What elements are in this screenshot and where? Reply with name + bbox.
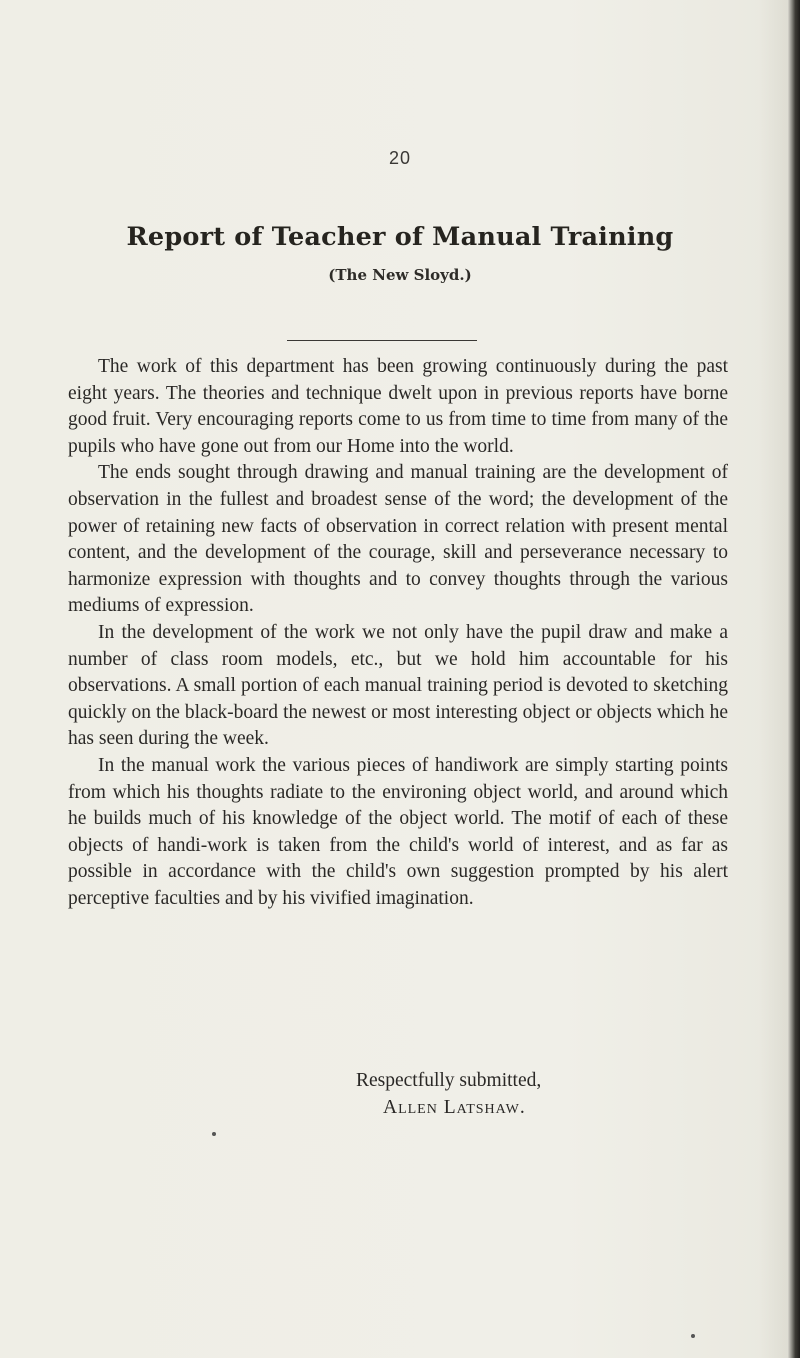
paragraph: The work of this department has been growing continuously during the past eight years. The theories and technique dwelt upon in previous reports have borne good fruit. Very encouraging reports come to us from time to time from many of the pupils who have gone out from our Home into the world.: [68, 356, 728, 457]
report-subtitle: (The New Sloyd.): [328, 266, 472, 284]
paragraph: In the development of the work we not only have the pupil draw and make a number of class room models, etc., but we hold him accountable for his observations. A small portion of each manual training period is devoted to sketching quickly on the black-board the newest or most interesting object or objects which he has seen during the week.: [68, 621, 728, 750]
title-divider: [287, 340, 477, 341]
page-number: 20: [388, 148, 412, 168]
print-speck: [691, 1334, 695, 1338]
report-title: Report of Teacher of Manual Training: [126, 222, 674, 252]
paragraph: In the manual work the various pieces of handiwork are simply starting points from which his thoughts radiate to the environing object world, and around which he builds much of his knowledge of the object world. The motif of each of these objects of handi-work is taken from the child's world of interest, and as far as possible in accordance with the child's own suggestion prompted by his alert perceptive faculties and by his vivified imagination.: [68, 754, 728, 909]
page-edge-shadow: [758, 0, 788, 1358]
closing-line: Respectfully submitted,: [356, 1070, 542, 1091]
report-body: [68, 354, 728, 912]
page-binding-edge: [788, 0, 800, 1358]
print-speck: [212, 1132, 216, 1136]
signature: Allen Latshaw.: [383, 1097, 526, 1118]
paragraph: The ends sought through drawing and manual training are the development of observation in the fullest and broadest sense of the word; the development of the power of retaining new facts of observation in correct relation with present mental content, and the development of the courage, skill and perseverance necessary to harmonize expression with thoughts and to convey thoughts through the various mediums of expression.: [68, 462, 728, 617]
